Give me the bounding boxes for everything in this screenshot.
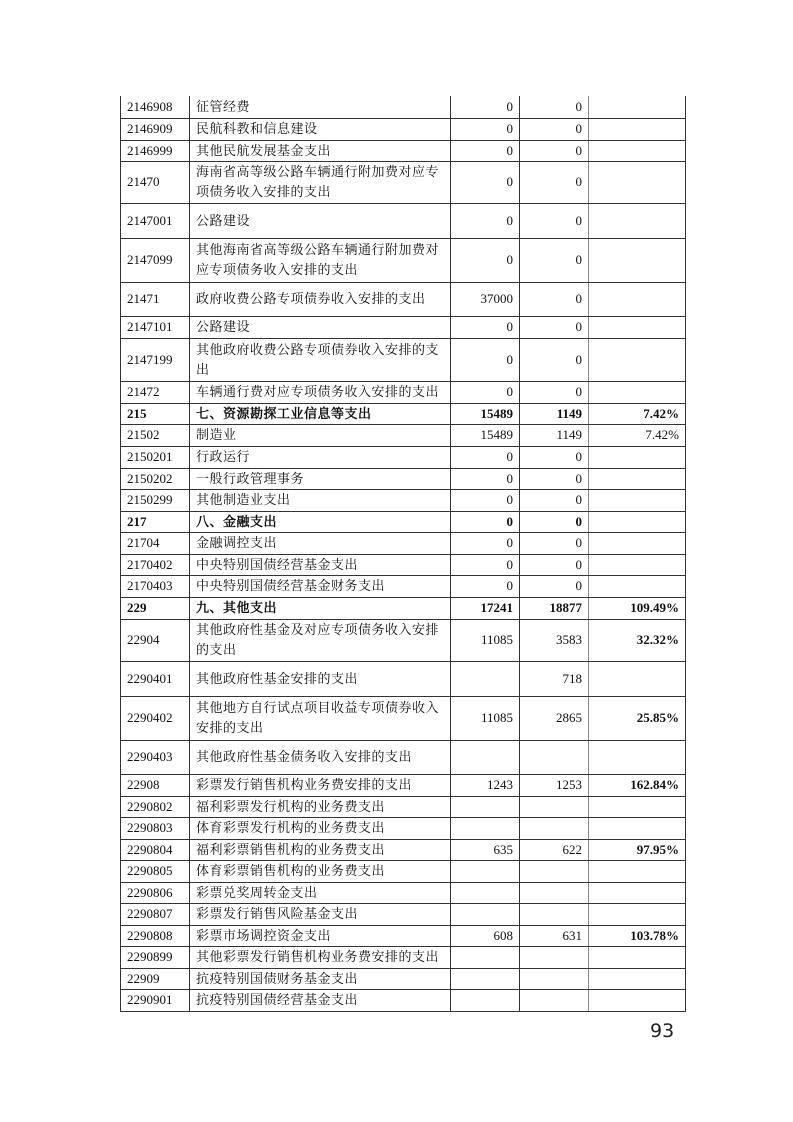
row-completion-pct: 32.32% [589, 619, 686, 661]
row-budget-value: 0 [451, 511, 520, 532]
row-name: 行政运行 [190, 446, 451, 468]
row-code: 2290808 [121, 925, 190, 946]
table-row [121, 96, 686, 118]
table-row [121, 839, 686, 860]
row-completion-pct [589, 316, 686, 338]
row-budget-value [451, 661, 520, 696]
row-actual-value: 0 [520, 203, 589, 238]
row-budget-value [451, 903, 520, 925]
row-completion-pct: 97.95% [589, 839, 686, 860]
table-row [121, 796, 686, 817]
row-actual-value [520, 796, 589, 817]
row-budget-value: 0 [451, 118, 520, 140]
row-code: 2150202 [121, 468, 190, 489]
table-row [121, 989, 686, 1011]
row-code: 2150201 [121, 446, 190, 468]
row-completion-pct [589, 203, 686, 238]
table-row [121, 511, 686, 532]
row-budget-value: 0 [451, 161, 520, 203]
row-completion-pct [589, 489, 686, 511]
row-completion-pct [589, 96, 686, 118]
row-completion-pct [589, 532, 686, 554]
row-completion-pct [589, 903, 686, 925]
row-name: 海南省高等级公路车辆通行附加费对应专项债务收入安排的支出 [190, 161, 451, 203]
row-budget-value: 635 [451, 839, 520, 860]
row-budget-value [451, 968, 520, 989]
table-row [121, 238, 686, 282]
row-name: 彩票发行销售机构业务费安排的支出 [190, 774, 451, 796]
row-completion-pct [589, 511, 686, 532]
page-number: 93 [650, 1020, 675, 1042]
row-actual-value [520, 740, 589, 774]
row-budget-value: 0 [451, 381, 520, 403]
row-completion-pct [589, 238, 686, 282]
row-name: 制造业 [190, 424, 451, 446]
row-code: 2290802 [121, 796, 190, 817]
row-name: 其他政府性基金及对应专项债务收入安排的支出 [190, 619, 451, 661]
row-name: 七、资源勘探工业信息等支出 [190, 403, 451, 424]
row-completion-pct [589, 860, 686, 882]
row-name: 九、其他支出 [190, 597, 451, 619]
row-code: 21471 [121, 282, 190, 316]
row-code: 2290403 [121, 740, 190, 774]
row-actual-value: 0 [520, 468, 589, 489]
table-row [121, 424, 686, 446]
row-code: 22904 [121, 619, 190, 661]
table-row [121, 968, 686, 989]
row-code: 2290807 [121, 903, 190, 925]
row-completion-pct [589, 817, 686, 839]
row-name: 其他政府性基金债务收入安排的支出 [190, 740, 451, 774]
row-actual-value: 0 [520, 575, 589, 597]
row-name: 其他政府性基金安排的支出 [190, 661, 451, 696]
table-row [121, 282, 686, 316]
row-completion-pct [589, 968, 686, 989]
row-actual-value: 631 [520, 925, 589, 946]
row-actual-value [520, 860, 589, 882]
row-name: 其他民航发展基金支出 [190, 140, 451, 161]
row-completion-pct [589, 282, 686, 316]
row-actual-value: 0 [520, 511, 589, 532]
row-completion-pct: 109.49% [589, 597, 686, 619]
row-name: 抗疫特别国债经营基金支出 [190, 989, 451, 1011]
row-budget-value [451, 882, 520, 903]
row-code: 2170402 [121, 554, 190, 575]
row-budget-value: 11085 [451, 696, 520, 740]
row-name: 其他海南省高等级公路车辆通行附加费对应专项债务收入安排的支出 [190, 238, 451, 282]
row-budget-value: 0 [451, 238, 520, 282]
row-code: 21472 [121, 381, 190, 403]
row-budget-value: 37000 [451, 282, 520, 316]
row-actual-value: 2865 [520, 696, 589, 740]
row-name: 民航科教和信息建设 [190, 118, 451, 140]
row-code: 21704 [121, 532, 190, 554]
row-name: 福利彩票销售机构的业务费支出 [190, 839, 451, 860]
table-row [121, 575, 686, 597]
row-code: 2147001 [121, 203, 190, 238]
row-completion-pct [589, 468, 686, 489]
row-name: 其他地方自行试点项目收益专项债券收入安排的支出 [190, 696, 451, 740]
row-budget-value: 0 [451, 489, 520, 511]
row-code: 2150299 [121, 489, 190, 511]
table-row [121, 774, 686, 796]
row-actual-value [520, 817, 589, 839]
row-code: 2170403 [121, 575, 190, 597]
row-code: 2147101 [121, 316, 190, 338]
row-completion-pct: 7.42% [589, 424, 686, 446]
row-name: 中央特别国债经营基金财务支出 [190, 575, 451, 597]
row-code: 229 [121, 597, 190, 619]
row-completion-pct: 25.85% [589, 696, 686, 740]
table-row [121, 925, 686, 946]
row-completion-pct [589, 381, 686, 403]
row-name: 公路建设 [190, 203, 451, 238]
table-body [121, 96, 686, 1011]
row-completion-pct [589, 446, 686, 468]
row-completion-pct: 162.84% [589, 774, 686, 796]
row-code: 22908 [121, 774, 190, 796]
row-budget-value [451, 946, 520, 968]
row-budget-value: 608 [451, 925, 520, 946]
row-code: 2146909 [121, 118, 190, 140]
row-code: 21470 [121, 161, 190, 203]
row-actual-value [520, 882, 589, 903]
table-row [121, 161, 686, 203]
row-actual-value: 3583 [520, 619, 589, 661]
row-code: 215 [121, 403, 190, 424]
row-budget-value [451, 860, 520, 882]
row-name: 彩票发行销售风险基金支出 [190, 903, 451, 925]
table-row [121, 554, 686, 575]
table-row [121, 661, 686, 696]
row-name: 中央特别国债经营基金支出 [190, 554, 451, 575]
row-code: 2290402 [121, 696, 190, 740]
row-name: 其他彩票发行销售机构业务费安排的支出 [190, 946, 451, 968]
table-row [121, 946, 686, 968]
row-completion-pct [589, 338, 686, 381]
row-budget-value: 0 [451, 575, 520, 597]
row-name: 彩票兑奖周转金支出 [190, 882, 451, 903]
row-actual-value: 718 [520, 661, 589, 696]
row-completion-pct [589, 661, 686, 696]
row-actual-value: 0 [520, 161, 589, 203]
row-budget-value: 11085 [451, 619, 520, 661]
table-row [121, 532, 686, 554]
row-name: 车辆通行费对应专项债务收入安排的支出 [190, 381, 451, 403]
row-code: 22909 [121, 968, 190, 989]
table-row [121, 446, 686, 468]
row-budget-value: 0 [451, 203, 520, 238]
table-row [121, 118, 686, 140]
row-budget-value: 0 [451, 446, 520, 468]
row-code: 2147099 [121, 238, 190, 282]
row-code: 2146908 [121, 96, 190, 118]
row-actual-value: 0 [520, 140, 589, 161]
row-budget-value: 0 [451, 338, 520, 381]
row-actual-value: 0 [520, 381, 589, 403]
row-completion-pct [589, 740, 686, 774]
row-actual-value: 0 [520, 554, 589, 575]
row-code: 2147199 [121, 338, 190, 381]
row-actual-value [520, 968, 589, 989]
row-completion-pct [589, 161, 686, 203]
row-budget-value: 17241 [451, 597, 520, 619]
table-row [121, 468, 686, 489]
row-budget-value: 15489 [451, 424, 520, 446]
row-budget-value: 1243 [451, 774, 520, 796]
row-name: 公路建设 [190, 316, 451, 338]
row-completion-pct [589, 989, 686, 1011]
row-actual-value: 1149 [520, 424, 589, 446]
table-row [121, 597, 686, 619]
table-row [121, 140, 686, 161]
table-row [121, 817, 686, 839]
row-actual-value: 0 [520, 532, 589, 554]
table-row [121, 619, 686, 661]
row-actual-value: 0 [520, 338, 589, 381]
row-budget-value: 0 [451, 316, 520, 338]
row-code: 2290899 [121, 946, 190, 968]
budget-expenditure-table [120, 96, 686, 1012]
row-completion-pct [589, 118, 686, 140]
row-actual-value: 18877 [520, 597, 589, 619]
row-name: 体育彩票发行机构的业务费支出 [190, 817, 451, 839]
row-completion-pct [589, 946, 686, 968]
row-actual-value: 0 [520, 316, 589, 338]
table-row [121, 696, 686, 740]
row-actual-value: 0 [520, 446, 589, 468]
row-completion-pct [589, 140, 686, 161]
row-name: 一般行政管理事务 [190, 468, 451, 489]
table-row [121, 381, 686, 403]
row-completion-pct [589, 554, 686, 575]
row-actual-value: 1253 [520, 774, 589, 796]
row-completion-pct [589, 796, 686, 817]
row-completion-pct: 103.78% [589, 925, 686, 946]
row-code: 217 [121, 511, 190, 532]
row-actual-value: 622 [520, 839, 589, 860]
table-row [121, 203, 686, 238]
table-row [121, 338, 686, 381]
table-row [121, 489, 686, 511]
row-name: 体育彩票销售机构的业务费支出 [190, 860, 451, 882]
row-name: 抗疫特别国债财务基金支出 [190, 968, 451, 989]
row-budget-value: 0 [451, 468, 520, 489]
row-completion-pct [589, 575, 686, 597]
row-code: 2290401 [121, 661, 190, 696]
row-code: 2290806 [121, 882, 190, 903]
table-row [121, 903, 686, 925]
table-row [121, 740, 686, 774]
row-code: 2290901 [121, 989, 190, 1011]
row-completion-pct: 7.42% [589, 403, 686, 424]
row-actual-value: 1149 [520, 403, 589, 424]
row-name: 其他制造业支出 [190, 489, 451, 511]
row-code: 21502 [121, 424, 190, 446]
row-completion-pct [589, 882, 686, 903]
row-code: 2290803 [121, 817, 190, 839]
row-code: 2290804 [121, 839, 190, 860]
row-budget-value: 15489 [451, 403, 520, 424]
row-actual-value [520, 903, 589, 925]
table-row [121, 860, 686, 882]
row-budget-value: 0 [451, 554, 520, 575]
row-budget-value [451, 796, 520, 817]
row-actual-value: 0 [520, 118, 589, 140]
row-code: 2290805 [121, 860, 190, 882]
row-actual-value [520, 989, 589, 1011]
row-name: 八、金融支出 [190, 511, 451, 532]
row-code: 2146999 [121, 140, 190, 161]
table-row [121, 316, 686, 338]
table-row [121, 882, 686, 903]
row-actual-value [520, 946, 589, 968]
row-name: 征管经费 [190, 96, 451, 118]
row-name: 其他政府收费公路专项债券收入安排的支出 [190, 338, 451, 381]
row-actual-value: 0 [520, 489, 589, 511]
row-actual-value: 0 [520, 238, 589, 282]
row-name: 福利彩票发行机构的业务费支出 [190, 796, 451, 817]
row-budget-value [451, 989, 520, 1011]
row-actual-value: 0 [520, 96, 589, 118]
row-budget-value: 0 [451, 532, 520, 554]
table-row [121, 403, 686, 424]
row-budget-value [451, 817, 520, 839]
row-name: 政府收费公路专项债券收入安排的支出 [190, 282, 451, 316]
row-budget-value: 0 [451, 140, 520, 161]
row-budget-value: 0 [451, 96, 520, 118]
row-name: 金融调控支出 [190, 532, 451, 554]
row-name: 彩票市场调控资金支出 [190, 925, 451, 946]
row-budget-value [451, 740, 520, 774]
row-actual-value: 0 [520, 282, 589, 316]
